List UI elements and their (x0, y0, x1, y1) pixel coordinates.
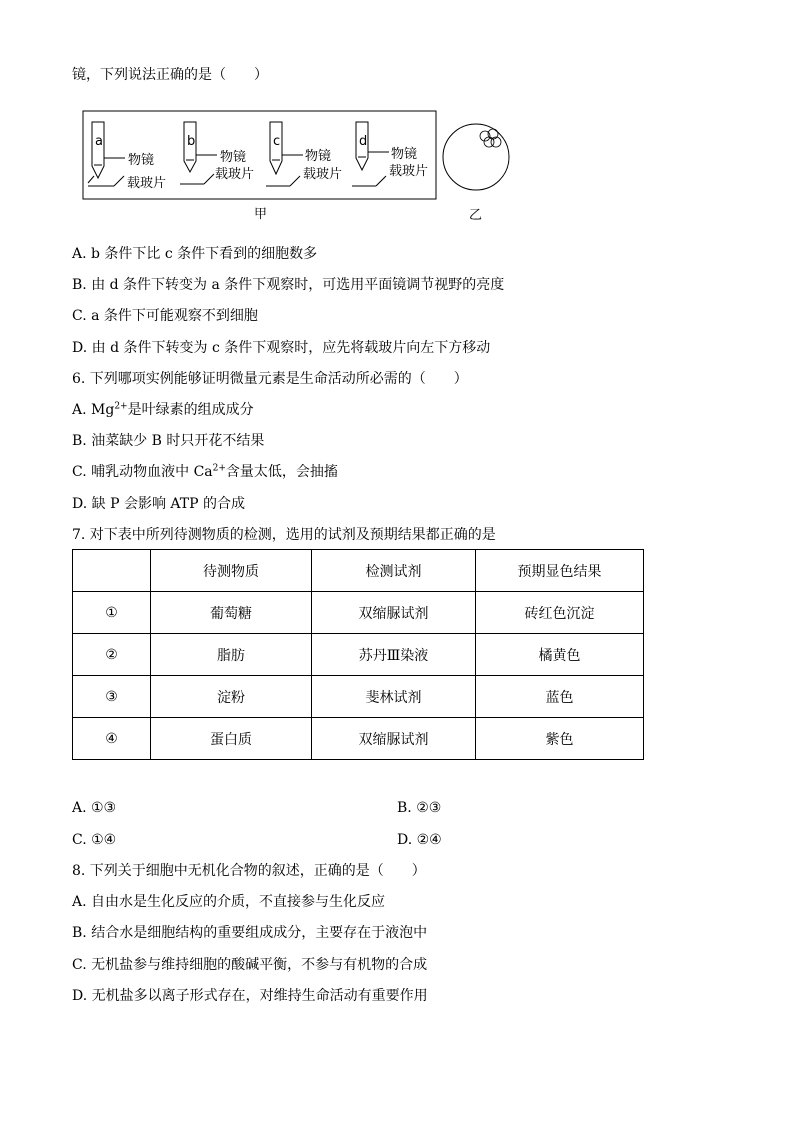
tube-d (352, 122, 389, 186)
table-cell: 苏丹Ⅲ染液 (312, 634, 476, 676)
caption-jia: 甲 (254, 207, 268, 222)
tube-b (180, 122, 217, 184)
q8-option-a: A. 自由水是生化反应的介质，不直接参与生化反应 (72, 894, 386, 910)
table-cell: 紫色 (476, 718, 644, 760)
slide-label-d: 载玻片 (389, 164, 429, 179)
q7-option-b: B. ②③ (397, 800, 442, 816)
q7-option-a: A. ①③ (72, 800, 117, 816)
table-cell: 淀粉 (151, 676, 312, 718)
table-header-cell: 检测试剂 (312, 550, 476, 592)
tube-label-c: c (273, 134, 281, 149)
q5-option-b: B. 由 d 条件下转变为 a 条件下观察时，可选用平面镜调节视野的亮度 (72, 277, 505, 293)
q8-option-d: D. 无机盐多以离子形式存在，对维持生命活动有重要作用 (72, 988, 428, 1004)
q6-option-c: C. 哺乳动物血液中 $Ca^{2+}$含量太低，会抽搐 (72, 463, 338, 480)
table-header-cell: 待测物质 (151, 550, 312, 592)
table-cell: ② (73, 634, 151, 676)
table-row (73, 634, 644, 676)
table-row (73, 718, 644, 760)
q6-stem: 6. 下列哪项实例能够证明微量元素是生命活动所必需的（ ） (72, 371, 468, 387)
q7-option-c: C. ①④ (72, 832, 117, 848)
tube-c (266, 122, 303, 186)
q5-option-a: A. b 条件下比 c 条件下看到的细胞数多 (72, 246, 318, 262)
table-cell: 蓝色 (476, 676, 644, 718)
tube-label-d: d (359, 134, 368, 149)
table-row (73, 676, 644, 718)
tube-label-a: a (95, 134, 103, 149)
q7-option-d: D. ②④ (397, 832, 442, 848)
q6-option-d: D. 缺 P 会影响 ATP 的合成 (72, 496, 245, 512)
table-cell: 双缩脲试剂 (312, 592, 476, 634)
tube-a (88, 122, 125, 186)
q6-option-a: A. $Mg^{2+}$是叶绿素的组成成分 (72, 401, 254, 418)
slide-label-a: 载玻片 (127, 176, 167, 191)
q8-option-b: B. 结合水是细胞结构的重要组成成分，主要存在于液泡中 (72, 925, 428, 941)
detection-table (72, 549, 644, 760)
tube-label-b: b (187, 134, 196, 149)
table-cell: 橘黄色 (476, 634, 644, 676)
field-of-view (443, 124, 509, 190)
table-cell: ③ (73, 676, 151, 718)
objective-label-a: 物镜 (128, 153, 155, 168)
q8-option-c: C. 无机盐参与维持细胞的酸碱平衡，不参与有机物的合成 (72, 957, 428, 973)
table-cell: 蛋白质 (151, 718, 312, 760)
q5-option-d: D. 由 d 条件下转变为 c 条件下观察时，应先将载玻片向左下方移动 (72, 340, 491, 356)
table-cell: ④ (73, 718, 151, 760)
table-header-cell: 预期显色结果 (476, 550, 644, 592)
caption-yi: 乙 (469, 208, 483, 223)
objective-label-c: 物镜 (305, 149, 332, 164)
question-stem-continuation: 镜，下列说法正确的是（ ） (72, 67, 268, 83)
slide-label-c: 载玻片 (303, 167, 343, 182)
q7-stem: 7. 对下表中所列待测物质的检测，选用的试剂及预期结果都正确的是 (72, 527, 496, 543)
microscope-figure (0, 0, 794, 240)
table-cell: 斐林试剂 (312, 676, 476, 718)
objective-label-d: 物镜 (391, 147, 418, 162)
table-header-row (73, 550, 644, 592)
table-cell: 双缩脲试剂 (312, 718, 476, 760)
slide-label-b: 载玻片 (215, 167, 255, 182)
table-cell: ① (73, 592, 151, 634)
table-cell: 脂肪 (151, 634, 312, 676)
table-cell: 砖红色沉淀 (476, 592, 644, 634)
q6-option-b: B. 油菜缺少 B 时只开花不结果 (72, 433, 265, 449)
objective-label-b: 物镜 (220, 150, 247, 165)
q8-stem: 8. 下列关于细胞中无机化合物的叙述，正确的是（ ） (72, 863, 426, 879)
table-header-cell (73, 550, 151, 592)
table-row (73, 592, 644, 634)
table-cell: 葡萄糖 (151, 592, 312, 634)
q5-option-c: C. a 条件下可能观察不到细胞 (72, 308, 258, 324)
